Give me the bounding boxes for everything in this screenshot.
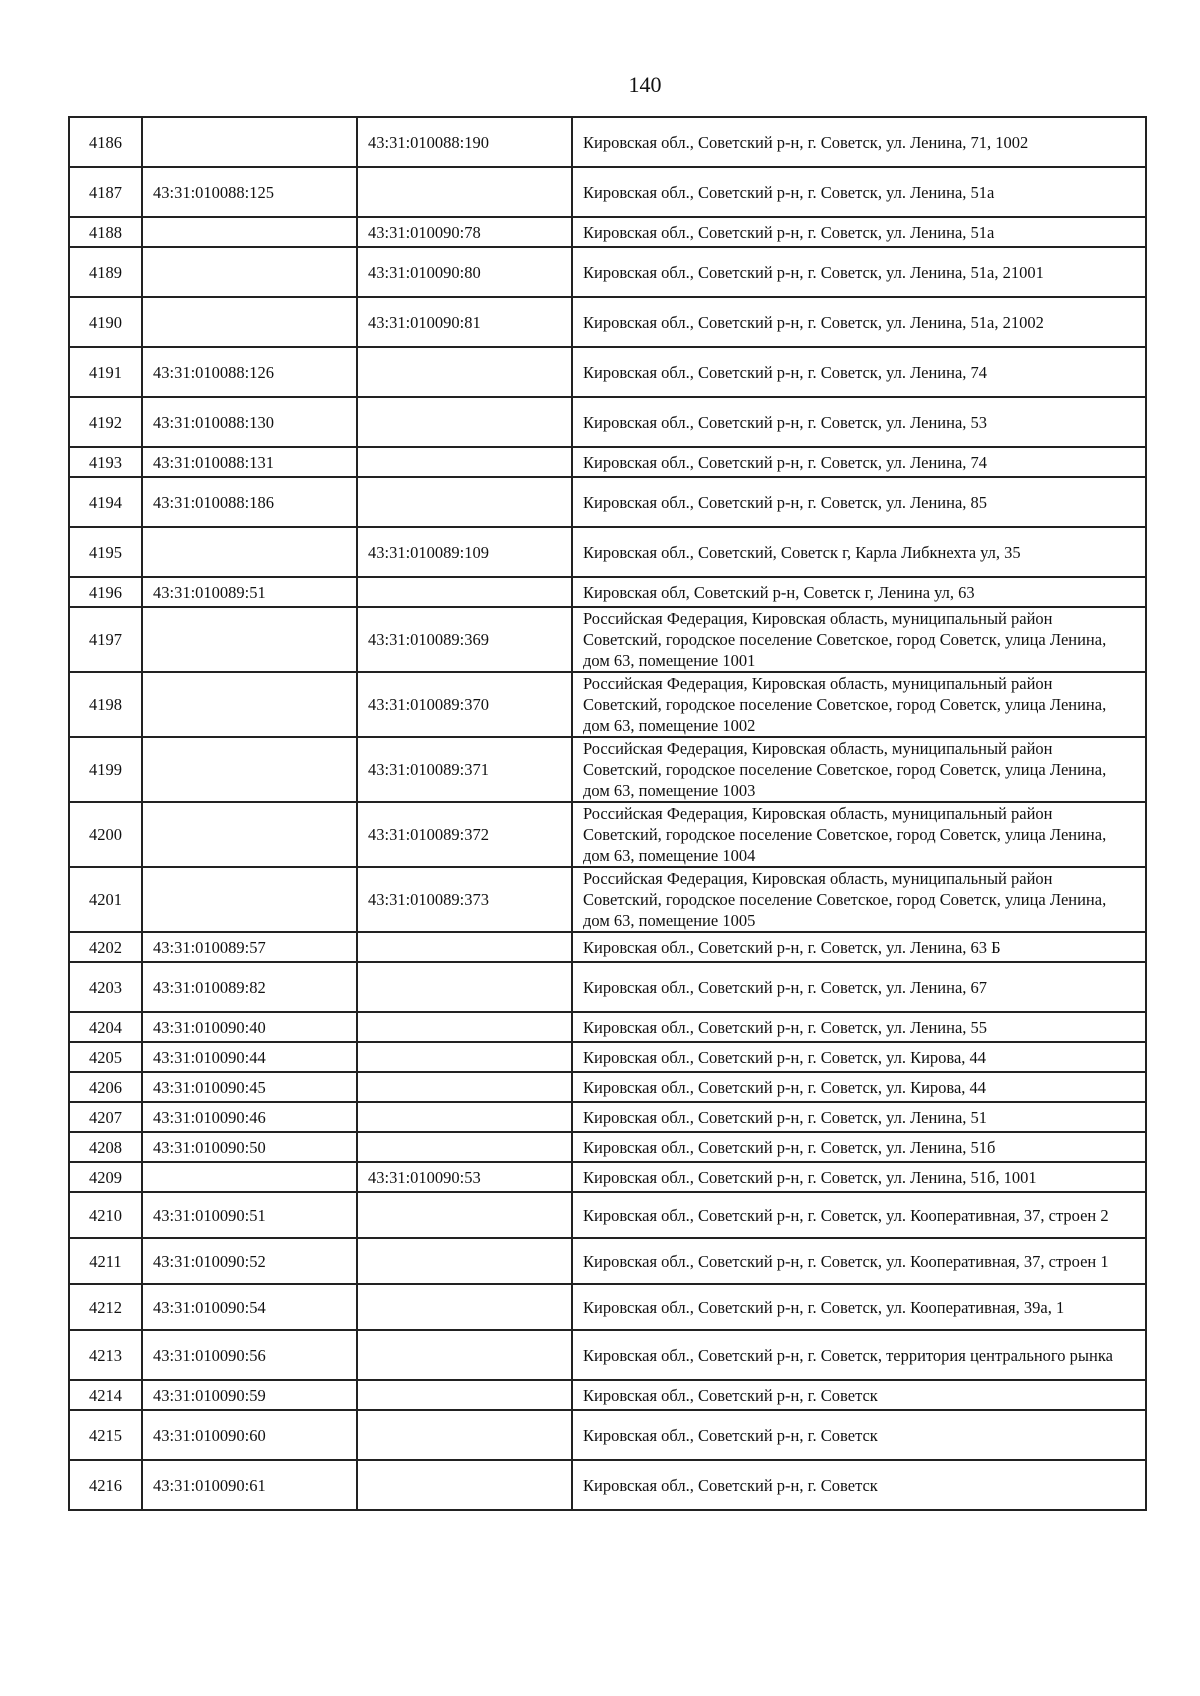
object-cadastral-number-cell: 43:31:010089:370 [357,672,572,737]
table-row [69,1410,1146,1460]
row-number-cell: 4198 [69,672,142,737]
row-number-cell: 4201 [69,867,142,932]
address-cell: Кировская обл., Советский р-н, г. Советск, ул. Ленина, 85 [572,477,1146,527]
object-cadastral-number-cell: 43:31:010089:373 [357,867,572,932]
row-number-cell: 4215 [69,1410,142,1460]
address-cell: Кировская обл., Советский р-н, г. Советск [572,1460,1146,1510]
address-cell: Российская Федерация, Кировская область, муниципальный район Советский, городское поселение Советское, город Советск, улица Ленина, дом 63, помещение 1001 [572,607,1146,672]
address-cell: Кировская обл., Советский р-н, г. Советск, ул. Ленина, 51б [572,1132,1146,1162]
object-cadastral-number-cell: 43:31:010088:190 [357,117,572,167]
land-cadastral-number-cell: 43:31:010089:57 [142,932,357,962]
address-cell: Кировская обл., Советский р-н, г. Советск, ул. Ленина, 55 [572,1012,1146,1042]
land-cadastral-number-cell [142,117,357,167]
object-cadastral-number-cell [357,1012,572,1042]
row-number-cell: 4188 [69,217,142,247]
table-row [69,477,1146,527]
object-cadastral-number-cell: 43:31:010090:78 [357,217,572,247]
object-cadastral-number-cell [357,1102,572,1132]
address-cell: Кировская обл., Советский р-н, г. Советск, ул. Кооперативная, 37, строен 1 [572,1238,1146,1284]
address-cell: Кировская обл., Советский р-н, г. Советск, территория центрального рынка [572,1330,1146,1380]
address-cell: Кировская обл., Советский р-н, г. Советск, ул. Ленина, 63 Б [572,932,1146,962]
table-row [69,577,1146,607]
row-number-cell: 4214 [69,1380,142,1410]
land-cadastral-number-cell: 43:31:010088:130 [142,397,357,447]
row-number-cell: 4206 [69,1072,142,1102]
address-cell: Кировская обл., Советский р-н, г. Советск, ул. Ленина, 67 [572,962,1146,1012]
object-cadastral-number-cell [357,1380,572,1410]
object-cadastral-number-cell [357,1042,572,1072]
address-cell: Кировская обл., Советский, Советск г, Карла Либкнехта ул, 35 [572,527,1146,577]
land-cadastral-number-cell: 43:31:010088:125 [142,167,357,217]
address-cell: Кировская обл., Советский р-н, г. Советск, ул. Ленина, 51б, 1001 [572,1162,1146,1192]
row-number-cell: 4195 [69,527,142,577]
address-cell: Российская Федерация, Кировская область, муниципальный район Советский, городское поселение Советское, город Советск, улица Ленина, дом 63, помещение 1005 [572,867,1146,932]
row-number-cell: 4186 [69,117,142,167]
land-cadastral-number-cell [142,867,357,932]
land-cadastral-number-cell: 43:31:010090:60 [142,1410,357,1460]
row-number-cell: 4190 [69,297,142,347]
row-number-cell: 4212 [69,1284,142,1330]
row-number-cell: 4209 [69,1162,142,1192]
land-cadastral-number-cell: 43:31:010088:131 [142,447,357,477]
object-cadastral-number-cell: 43:31:010090:81 [357,297,572,347]
table-row [69,1238,1146,1284]
object-cadastral-number-cell: 43:31:010089:109 [357,527,572,577]
address-cell: Кировская обл., Советский р-н, г. Советск [572,1380,1146,1410]
object-cadastral-number-cell: 43:31:010090:53 [357,1162,572,1192]
table-row [69,1132,1146,1162]
land-cadastral-number-cell: 43:31:010088:186 [142,477,357,527]
table-row [69,1162,1146,1192]
object-cadastral-number-cell [357,1192,572,1238]
address-cell: Кировская обл., Советский р-н, г. Советск, ул. Ленина, 51а [572,167,1146,217]
table-row [69,1380,1146,1410]
table-row [69,932,1146,962]
land-cadastral-number-cell: 43:31:010090:45 [142,1072,357,1102]
land-cadastral-number-cell: 43:31:010088:126 [142,347,357,397]
object-cadastral-number-cell [357,1460,572,1510]
table-row [69,527,1146,577]
object-cadastral-number-cell [357,397,572,447]
land-cadastral-number-cell [142,247,357,297]
row-number-cell: 4189 [69,247,142,297]
table-row [69,962,1146,1012]
address-cell: Кировская обл., Советский р-н, г. Советск, ул. Ленина, 74 [572,447,1146,477]
object-cadastral-number-cell [357,347,572,397]
row-number-cell: 4192 [69,397,142,447]
land-cadastral-number-cell: 43:31:010089:82 [142,962,357,1012]
table-row [69,447,1146,477]
object-cadastral-number-cell: 43:31:010089:371 [357,737,572,802]
table-row [69,1284,1146,1330]
table-row [69,1042,1146,1072]
land-cadastral-number-cell [142,737,357,802]
row-number-cell: 4205 [69,1042,142,1072]
page-number: 140 [628,72,662,97]
land-cadastral-number-cell: 43:31:010090:51 [142,1192,357,1238]
table-row [69,247,1146,297]
table-row [69,1192,1146,1238]
table-row [69,297,1146,347]
row-number-cell: 4193 [69,447,142,477]
table-row [69,117,1146,167]
table-row [69,1102,1146,1132]
table-row [69,802,1146,867]
land-cadastral-number-cell [142,297,357,347]
table-row [69,397,1146,447]
row-number-cell: 4196 [69,577,142,607]
object-cadastral-number-cell [357,1410,572,1460]
row-number-cell: 4213 [69,1330,142,1380]
land-cadastral-number-cell [142,217,357,247]
object-cadastral-number-cell [357,1072,572,1102]
address-cell: Кировская обл., Советский р-н, г. Советск, ул. Кооперативная, 39а, 1 [572,1284,1146,1330]
table-row [69,347,1146,397]
object-cadastral-number-cell [357,1238,572,1284]
row-number-cell: 4204 [69,1012,142,1042]
address-cell: Кировская обл., Советский р-н, г. Советск, ул. Ленина, 51а, 21001 [572,247,1146,297]
table-row [69,1012,1146,1042]
row-number-cell: 4191 [69,347,142,397]
table-row [69,867,1146,932]
land-cadastral-number-cell [142,802,357,867]
address-cell: Кировская обл., Советский р-н, г. Советск, ул. Ленина, 53 [572,397,1146,447]
object-cadastral-number-cell [357,1330,572,1380]
land-cadastral-number-cell: 43:31:010090:59 [142,1380,357,1410]
address-cell: Российская Федерация, Кировская область, муниципальный район Советский, городское поселение Советское, город Советск, улица Ленина, дом 63, помещение 1004 [572,802,1146,867]
object-cadastral-number-cell: 43:31:010090:80 [357,247,572,297]
address-cell: Российская Федерация, Кировская область, муниципальный район Советский, городское поселение Советское, город Советск, улица Ленина, дом 63, помещение 1003 [572,737,1146,802]
address-cell: Кировская обл., Советский р-н, г. Советск, ул. Кирова, 44 [572,1072,1146,1102]
address-cell: Российская Федерация, Кировская область, муниципальный район Советский, городское поселение Советское, город Советск, улица Ленина, дом 63, помещение 1002 [572,672,1146,737]
object-cadastral-number-cell [357,932,572,962]
table-row [69,1072,1146,1102]
table-row [69,1330,1146,1380]
land-cadastral-number-cell [142,1162,357,1192]
row-number-cell: 4200 [69,802,142,867]
table-row [69,1460,1146,1510]
address-cell: Кировская обл., Советский р-н, г. Советск, ул. Кирова, 44 [572,1042,1146,1072]
land-cadastral-number-cell [142,672,357,737]
object-cadastral-number-cell [357,447,572,477]
row-number-cell: 4202 [69,932,142,962]
land-cadastral-number-cell [142,607,357,672]
table-row [69,217,1146,247]
address-cell: Кировская обл., Советский р-н, г. Советск, ул. Ленина, 51 [572,1102,1146,1132]
row-number-cell: 4194 [69,477,142,527]
object-cadastral-number-cell [357,167,572,217]
address-cell: Кировская обл., Советский р-н, г. Советск, ул. Ленина, 71, 1002 [572,117,1146,167]
row-number-cell: 4203 [69,962,142,1012]
address-cell: Кировская обл., Советский р-н, г. Советск, ул. Ленина, 51а, 21002 [572,297,1146,347]
table-row [69,672,1146,737]
address-cell: Кировская обл., Советский р-н, г. Советск, ул. Ленина, 51а [572,217,1146,247]
land-cadastral-number-cell: 43:31:010090:52 [142,1238,357,1284]
object-cadastral-number-cell: 43:31:010089:369 [357,607,572,672]
table-row [69,607,1146,672]
registry-table [68,116,1147,1511]
row-number-cell: 4210 [69,1192,142,1238]
address-cell: Кировская обл, Советский р-н, Советск г, Ленина ул, 63 [572,577,1146,607]
object-cadastral-number-cell [357,577,572,607]
object-cadastral-number-cell [357,1284,572,1330]
row-number-cell: 4211 [69,1238,142,1284]
land-cadastral-number-cell: 43:31:010090:50 [142,1132,357,1162]
land-cadastral-number-cell: 43:31:010090:54 [142,1284,357,1330]
land-cadastral-number-cell: 43:31:010090:46 [142,1102,357,1132]
address-cell: Кировская обл., Советский р-н, г. Советск, ул. Кооперативная, 37, строен 2 [572,1192,1146,1238]
object-cadastral-number-cell [357,962,572,1012]
land-cadastral-number-cell: 43:31:010089:51 [142,577,357,607]
row-number-cell: 4199 [69,737,142,802]
row-number-cell: 4187 [69,167,142,217]
object-cadastral-number-cell [357,477,572,527]
row-number-cell: 4208 [69,1132,142,1162]
row-number-cell: 4216 [69,1460,142,1510]
table-row [69,737,1146,802]
object-cadastral-number-cell: 43:31:010089:372 [357,802,572,867]
address-cell: Кировская обл., Советский р-н, г. Советск, ул. Ленина, 74 [572,347,1146,397]
address-cell: Кировская обл., Советский р-н, г. Советск [572,1410,1146,1460]
land-cadastral-number-cell: 43:31:010090:44 [142,1042,357,1072]
row-number-cell: 4197 [69,607,142,672]
land-cadastral-number-cell: 43:31:010090:56 [142,1330,357,1380]
object-cadastral-number-cell [357,1132,572,1162]
row-number-cell: 4207 [69,1102,142,1132]
registry-table-body [69,117,1146,1510]
land-cadastral-number-cell: 43:31:010090:61 [142,1460,357,1510]
table-row [69,167,1146,217]
land-cadastral-number-cell [142,527,357,577]
land-cadastral-number-cell: 43:31:010090:40 [142,1012,357,1042]
